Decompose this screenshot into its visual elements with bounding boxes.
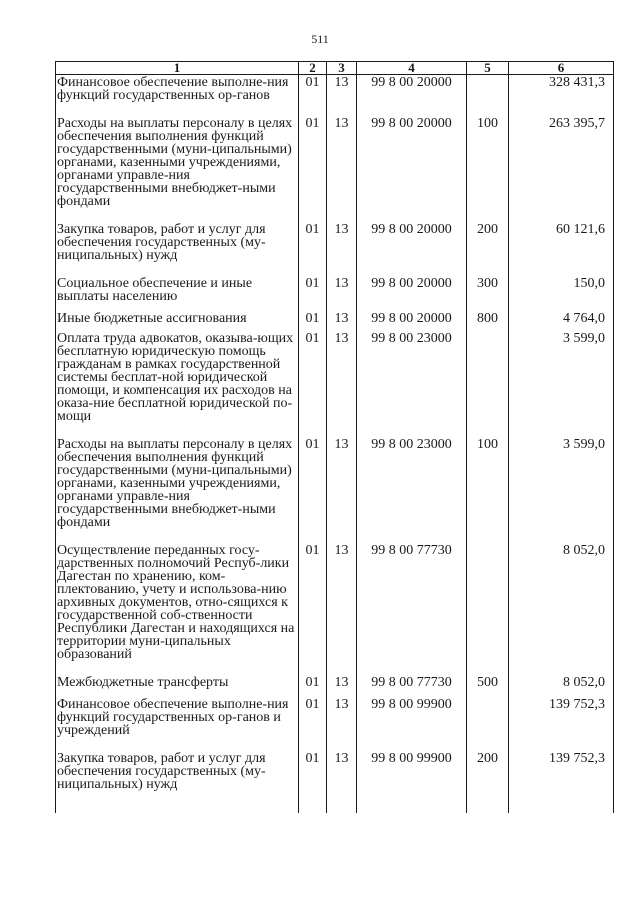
row-description: Закупка товаров, работ и услуг для обеспечения государственных (му-ниципальных) нужд — [56, 751, 299, 791]
row-spacer — [56, 208, 614, 222]
spacer-cell — [357, 689, 467, 697]
spacer-cell — [467, 737, 509, 751]
row-subsection-code: 13 — [327, 331, 357, 423]
row-target-article: 99 8 00 77730 — [357, 543, 467, 661]
spacer-cell — [56, 303, 299, 311]
spacer-cell — [56, 423, 299, 437]
table-body — [56, 75, 614, 814]
spacer-cell — [56, 262, 299, 276]
row-subsection-code: 13 — [327, 543, 357, 661]
row-amount: 60 121,6 — [509, 222, 614, 262]
table-row — [56, 543, 614, 661]
page-number: 511 — [311, 32, 329, 46]
row-spacer — [56, 529, 614, 543]
spacer-cell — [357, 737, 467, 751]
row-section-code: 01 — [299, 437, 327, 529]
row-target-article: 99 8 00 99900 — [357, 751, 467, 791]
table-row — [56, 311, 614, 325]
row-section-code: 01 — [299, 311, 327, 325]
row-description: Осуществление переданных госу-дарственных полномочий Респуб-лики Дагестан по хранению, ком-плектованию, учету и использова-нию архивных документов, отно-сящихся к государственной соб-ственности Республики Дагестан и находящихся на территории муни-ципальных образований — [56, 543, 299, 661]
table-row — [56, 751, 614, 791]
spacer-cell — [509, 689, 614, 697]
column-header-description: 1 — [56, 62, 299, 75]
spacer-cell — [467, 262, 509, 276]
spacer-cell — [299, 661, 327, 675]
row-target-article: 99 8 00 20000 — [357, 276, 467, 303]
row-section-code: 01 — [299, 331, 327, 423]
row-spacer — [56, 689, 614, 697]
row-amount: 8 052,0 — [509, 675, 614, 689]
spacer-cell — [509, 423, 614, 437]
spacer-cell — [299, 262, 327, 276]
spacer-cell — [56, 737, 299, 751]
spacer-cell — [56, 529, 299, 543]
spacer-cell — [467, 303, 509, 311]
row-description: Финансовое обеспечение выполне-ния функций государственных ор-ганов — [56, 75, 299, 103]
table-row — [56, 276, 614, 303]
row-spacer — [56, 262, 614, 276]
row-expense-type: 100 — [467, 437, 509, 529]
row-description: Иные бюджетные ассигнования — [56, 311, 299, 325]
row-expense-type: 200 — [467, 751, 509, 791]
row-amount: 139 752,3 — [509, 697, 614, 737]
column-header-amount: 6 — [509, 62, 614, 75]
row-description: Межбюджетные трансферты — [56, 675, 299, 689]
spacer-cell — [509, 661, 614, 675]
row-spacer — [56, 661, 614, 675]
table-row — [56, 437, 614, 529]
row-description: Оплата труда адвокатов, оказыва-ющих бесплатную юридическую помощь гражданам в рамках государственной системы бесплат-ной юридической помощи, и компенсация их расходов на оказа-ние бесплатной юридической по-мощи — [56, 331, 299, 423]
spacer-cell — [467, 102, 509, 116]
row-expense-type — [467, 697, 509, 737]
spacer-cell — [56, 102, 299, 116]
row-description: Расходы на выплаты персоналу в целях обеспечения выполнения функций государственными (муни-ципальными) органами, казенными учреждениями, органами управле-ния государственными внебюджет-ными фондами — [56, 116, 299, 208]
row-description: Социальное обеспечение и иные выплаты населению — [56, 276, 299, 303]
row-amount: 3 599,0 — [509, 437, 614, 529]
row-spacer — [56, 102, 614, 116]
table-header-row — [56, 62, 614, 75]
row-section-code: 01 — [299, 697, 327, 737]
row-target-article: 99 8 00 20000 — [357, 75, 467, 103]
row-amount: 328 431,3 — [509, 75, 614, 103]
spacer-cell — [509, 791, 614, 813]
row-expense-type: 200 — [467, 222, 509, 262]
table-tail-spacer — [56, 791, 614, 813]
row-subsection-code: 13 — [327, 276, 357, 303]
row-section-code: 01 — [299, 222, 327, 262]
row-amount: 263 395,7 — [509, 116, 614, 208]
row-subsection-code: 13 — [327, 751, 357, 791]
row-subsection-code: 13 — [327, 116, 357, 208]
spacer-cell — [467, 529, 509, 543]
spacer-cell — [467, 689, 509, 697]
row-expense-type: 300 — [467, 276, 509, 303]
table-row — [56, 75, 614, 103]
row-expense-type — [467, 543, 509, 661]
spacer-cell — [327, 689, 357, 697]
table-row — [56, 697, 614, 737]
spacer-cell — [357, 661, 467, 675]
column-header-expense-type: 5 — [467, 62, 509, 75]
spacer-cell — [299, 303, 327, 311]
column-header-subsection: 3 — [327, 62, 357, 75]
spacer-cell — [299, 737, 327, 751]
spacer-cell — [299, 791, 327, 813]
spacer-cell — [327, 102, 357, 116]
row-section-code: 01 — [299, 75, 327, 103]
row-description: Расходы на выплаты персоналу в целях обеспечения выполнения функций государственными (муни-ципальными) органами, казенными учреждениями, органами управле-ния государственными внебюджет-ными фондами — [56, 437, 299, 529]
spacer-cell — [467, 208, 509, 222]
spacer-cell — [509, 262, 614, 276]
row-target-article: 99 8 00 23000 — [357, 437, 467, 529]
spacer-cell — [509, 102, 614, 116]
spacer-cell — [467, 423, 509, 437]
row-description: Закупка товаров, работ и услуг для обеспечения государственных (му-ниципальных) нужд — [56, 222, 299, 262]
row-section-code: 01 — [299, 276, 327, 303]
column-header-target-article: 4 — [357, 62, 467, 75]
spacer-cell — [357, 791, 467, 813]
spacer-cell — [467, 661, 509, 675]
row-subsection-code: 13 — [327, 75, 357, 103]
row-target-article: 99 8 00 77730 — [357, 675, 467, 689]
row-description: Финансовое обеспечение выполне-ния функций государственных ор-ганов и учреждений — [56, 697, 299, 737]
spacer-cell — [327, 661, 357, 675]
row-subsection-code: 13 — [327, 311, 357, 325]
row-subsection-code: 13 — [327, 222, 357, 262]
column-header-section: 2 — [299, 62, 327, 75]
row-amount: 3 599,0 — [509, 331, 614, 423]
row-amount: 4 764,0 — [509, 311, 614, 325]
row-expense-type — [467, 75, 509, 103]
row-target-article: 99 8 00 23000 — [357, 331, 467, 423]
spacer-cell — [509, 529, 614, 543]
spacer-cell — [327, 791, 357, 813]
spacer-cell — [299, 208, 327, 222]
spacer-cell — [357, 529, 467, 543]
row-section-code: 01 — [299, 543, 327, 661]
row-subsection-code: 13 — [327, 675, 357, 689]
spacer-cell — [299, 529, 327, 543]
spacer-cell — [299, 689, 327, 697]
spacer-cell — [327, 423, 357, 437]
spacer-cell — [299, 102, 327, 116]
spacer-cell — [357, 303, 467, 311]
row-amount: 150,0 — [509, 276, 614, 303]
spacer-cell — [357, 423, 467, 437]
row-target-article: 99 8 00 20000 — [357, 116, 467, 208]
table-row — [56, 675, 614, 689]
spacer-cell — [56, 689, 299, 697]
table-row — [56, 116, 614, 208]
spacer-cell — [327, 737, 357, 751]
row-section-code: 01 — [299, 675, 327, 689]
spacer-cell — [467, 791, 509, 813]
row-subsection-code: 13 — [327, 697, 357, 737]
spacer-cell — [56, 208, 299, 222]
row-amount: 139 752,3 — [509, 751, 614, 791]
spacer-cell — [509, 303, 614, 311]
spacer-cell — [327, 529, 357, 543]
row-expense-type: 100 — [467, 116, 509, 208]
spacer-cell — [357, 102, 467, 116]
spacer-cell — [357, 208, 467, 222]
row-target-article: 99 8 00 20000 — [357, 222, 467, 262]
spacer-cell — [299, 423, 327, 437]
row-expense-type: 800 — [467, 311, 509, 325]
table-row — [56, 222, 614, 262]
row-amount: 8 052,0 — [509, 543, 614, 661]
spacer-cell — [327, 262, 357, 276]
row-expense-type: 500 — [467, 675, 509, 689]
row-section-code: 01 — [299, 751, 327, 791]
row-spacer — [56, 737, 614, 751]
spacer-cell — [509, 737, 614, 751]
spacer-cell — [509, 208, 614, 222]
row-spacer — [56, 303, 614, 311]
row-section-code: 01 — [299, 116, 327, 208]
spacer-cell — [56, 791, 299, 813]
table-row — [56, 331, 614, 423]
row-target-article: 99 8 00 99900 — [357, 697, 467, 737]
spacer-cell — [327, 303, 357, 311]
row-expense-type — [467, 331, 509, 423]
row-target-article: 99 8 00 20000 — [357, 311, 467, 325]
spacer-cell — [357, 262, 467, 276]
row-subsection-code: 13 — [327, 437, 357, 529]
spacer-cell — [327, 208, 357, 222]
budget-table — [55, 61, 614, 813]
row-spacer — [56, 423, 614, 437]
spacer-cell — [56, 661, 299, 675]
